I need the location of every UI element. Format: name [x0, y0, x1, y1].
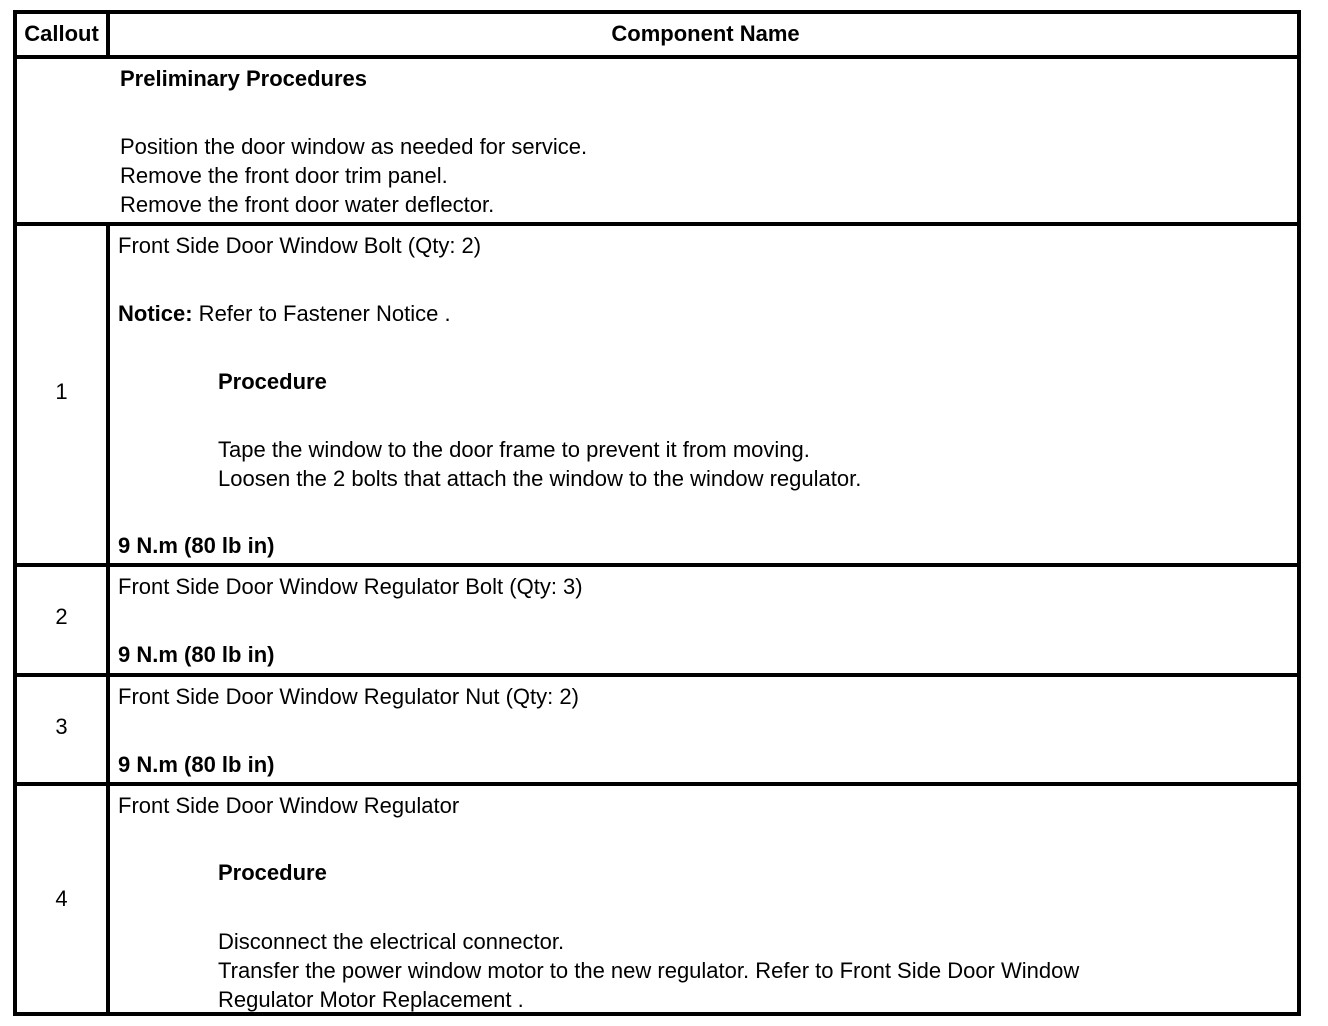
preliminary-title: Preliminary Procedures: [120, 66, 368, 91]
notice-text: Refer to Fastener Notice .: [192, 301, 451, 326]
callout-cell: [17, 226, 110, 563]
torque-spec: 9 N.m (80 lb in): [118, 533, 275, 558]
procedure-label: Procedure: [218, 860, 327, 885]
callout-number: 1: [55, 379, 68, 404]
procedure-step: Regulator Motor Replacement .: [218, 987, 524, 1012]
callout-cell: [17, 677, 110, 782]
callout-number: 2: [55, 604, 68, 629]
component-cell: [114, 677, 1297, 782]
component-name: Front Side Door Window Regulator Bolt (Qty: 3): [118, 574, 583, 599]
preliminary-row: [17, 55, 1297, 222]
procedure-step: Disconnect the electrical connector.: [218, 929, 565, 954]
component-name: Front Side Door Window Regulator Nut (Qty: 2): [118, 684, 579, 709]
component-name: Front Side Door Window Bolt (Qty: 2): [118, 233, 482, 258]
component-table: [13, 10, 1301, 1016]
torque-spec: 9 N.m (80 lb in): [118, 752, 275, 777]
preliminary-step: Remove the front door water deflector.: [120, 192, 495, 217]
callout-cell: [17, 567, 110, 673]
component-cell: [114, 226, 1297, 563]
torque-spec: 9 N.m (80 lb in): [118, 642, 275, 667]
preliminary-step: Position the door window as needed for service.: [120, 134, 588, 159]
header-component-name: Component Name: [611, 21, 800, 46]
callout-number: 4: [55, 886, 68, 911]
component-cell: [114, 786, 1297, 1012]
component-name: Front Side Door Window Regulator: [118, 793, 460, 818]
notice-line: [118, 299, 451, 328]
table-row: [17, 673, 1297, 782]
procedure-label: Procedure: [218, 369, 327, 394]
preliminary-step: Remove the front door trim panel.: [120, 163, 448, 188]
procedure-step: Tape the window to the door frame to prevent it from moving.: [218, 437, 810, 462]
procedure-step: Transfer the power window motor to the new regulator. Refer to Front Side Door Window: [218, 958, 1080, 983]
preliminary-cell: [17, 59, 1297, 222]
table-row: [17, 563, 1297, 673]
callout-cell: [17, 786, 110, 1012]
callout-number: 3: [55, 714, 68, 739]
table-header-row: [17, 14, 1297, 55]
header-callout-cell: [17, 14, 110, 55]
component-cell: [114, 567, 1297, 673]
procedure-step: Loosen the 2 bolts that attach the window to the window regulator.: [218, 466, 862, 491]
notice-label: Notice:: [118, 301, 193, 326]
table-row: [17, 782, 1297, 1012]
header-callout: Callout: [24, 21, 99, 46]
table-row: [17, 222, 1297, 563]
header-component-cell: [114, 14, 1297, 55]
